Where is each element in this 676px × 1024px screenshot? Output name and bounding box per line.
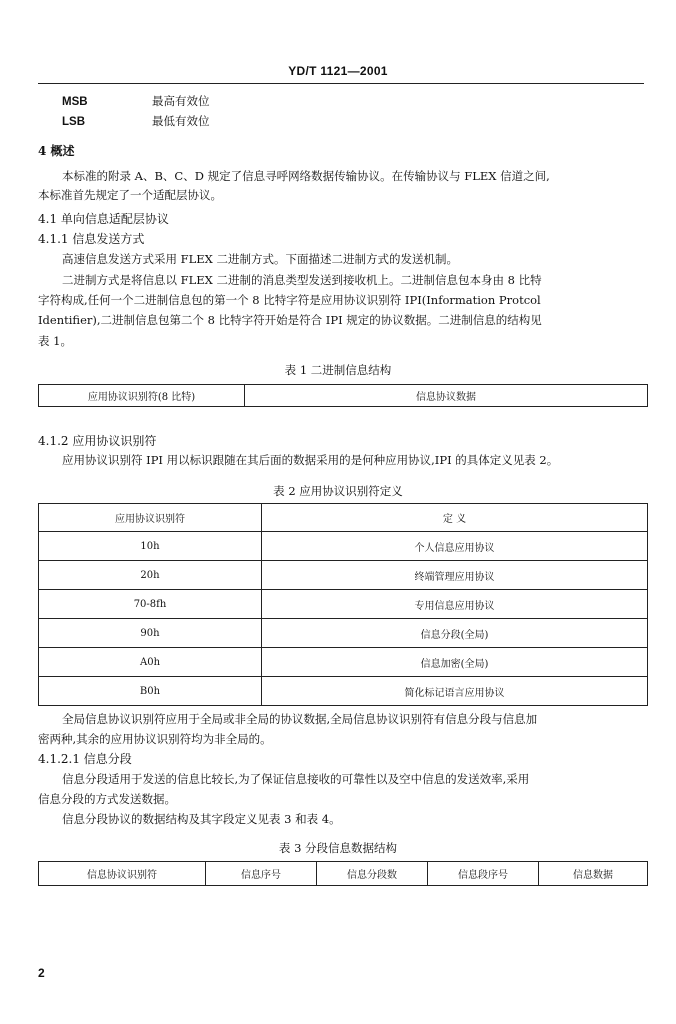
section-4-1-2-1-para-line: 信息分段的方式发送数据。 <box>38 792 176 806</box>
table-cell: 90h <box>39 619 262 648</box>
table-cell: B0h <box>39 677 262 706</box>
table-cell: 信息加密(全局) <box>262 648 648 677</box>
page-number: 2 <box>38 966 45 980</box>
page-header: YD/T 1121—2001 <box>288 64 388 78</box>
table-cell: 简化标记语言应用协议 <box>262 677 648 706</box>
table-cell: 20h <box>39 561 262 590</box>
section-4-1-1-para-line: 字符构成,任何一个二进制信息包的第一个 8 比特字符是应用协议识别符 IPI(Information Protcol <box>38 293 541 307</box>
abbreviation-term: MSB <box>62 96 88 108</box>
table-row <box>39 619 648 648</box>
abbreviation-term: LSB <box>62 116 85 128</box>
table-cell: 专用信息应用协议 <box>262 590 648 619</box>
table-row <box>39 648 648 677</box>
abbreviation-definition: 最低有效位 <box>152 114 210 128</box>
table-header-cell: 应用协议识别符 <box>39 504 262 532</box>
section-4-para-line: 本标准的附录 A、B、C、D 规定了信息寻呼网络数据传输协议。在传输协议与 FLEX 信道之间, <box>62 169 550 183</box>
section-4-1-1-para-line: 二进制方式是将信息以 FLEX 二进制的消息类型发送到接收机上。二进制信息包本身由 8 比特 <box>62 273 542 287</box>
table-cell: 信息分段数 <box>317 862 428 886</box>
section-4-1-2-1-heading: 4.1.2.1 信息分段 <box>38 752 132 766</box>
table-header-cell: 定 义 <box>262 504 648 532</box>
section-4-1-2-para: 应用协议识别符 IPI 用以标识跟随在其后面的数据采用的是何种应用协议,IPI 的具体定义见表 2。 <box>62 453 559 467</box>
table-row <box>39 677 648 706</box>
table-1-caption: 表 1 二进制信息结构 <box>284 363 392 377</box>
section-4-1-1-para-line: Identifier),二进制信息包第二个 8 比特字符开始是符合 IPI 规定的协议数据。二进制信息的结构见 <box>38 313 542 327</box>
section-4-1-1-para: 高速信息发送方式采用 FLEX 二进制方式。下面描述二进制方式的发送机制。 <box>62 252 459 266</box>
abbreviation-row <box>62 93 210 109</box>
table-cell: 10h <box>39 532 262 561</box>
table-3 <box>38 861 648 886</box>
table-2 <box>38 503 648 706</box>
section-4-heading: 4 概述 <box>38 144 75 158</box>
section-4-para-line: 本标准首先规定了一个适配层协议。 <box>38 188 222 202</box>
abbreviation-definition: 最高有效位 <box>152 94 210 108</box>
table-cell: A0h <box>39 648 262 677</box>
table-row <box>39 532 648 561</box>
table-cell: 信息段序号 <box>428 862 539 886</box>
table-cell: 信息协议识别符 <box>39 862 206 886</box>
section-4-1-2-heading: 4.1.2 应用协议识别符 <box>38 434 157 448</box>
table-cell: 应用协议识别符(8 比特) <box>39 385 245 407</box>
global-para-line: 全局信息协议识别符应用于全局或非全局的协议数据,全局信息协议识别符有信息分段与信息加 <box>62 712 538 726</box>
table-cell: 信息分段(全局) <box>262 619 648 648</box>
header-rule <box>38 83 644 84</box>
table-cell: 信息数据 <box>539 862 648 886</box>
section-4-1-2-1-para: 信息分段协议的数据结构及其字段定义见表 3 和表 4。 <box>62 812 341 826</box>
table-header-row <box>39 504 648 532</box>
table-cell: 信息序号 <box>206 862 317 886</box>
section-4-1-heading: 4.1 单向信息适配层协议 <box>38 212 169 226</box>
table-2-caption: 表 2 应用协议识别符定义 <box>273 484 403 498</box>
section-4-1-2-1-para-line: 信息分段适用于发送的信息比较长,为了保证信息接收的可靠性以及空中信息的发送效率,采用 <box>62 772 530 786</box>
table-cell: 信息协议数据 <box>245 385 648 407</box>
table-row <box>39 561 648 590</box>
table-cell: 70-8fh <box>39 590 262 619</box>
table-1 <box>38 384 648 407</box>
table-3-caption: 表 3 分段信息数据结构 <box>278 841 398 855</box>
section-4-1-1-heading: 4.1.1 信息发送方式 <box>38 232 145 246</box>
section-4-1-1-para-line: 表 1。 <box>38 334 72 348</box>
table-cell: 个人信息应用协议 <box>262 532 648 561</box>
abbreviation-row <box>62 113 210 129</box>
table-row <box>39 590 648 619</box>
global-para-line: 密两种,其余的应用协议识别符均为非全局的。 <box>38 732 272 746</box>
table-cell: 终端管理应用协议 <box>262 561 648 590</box>
